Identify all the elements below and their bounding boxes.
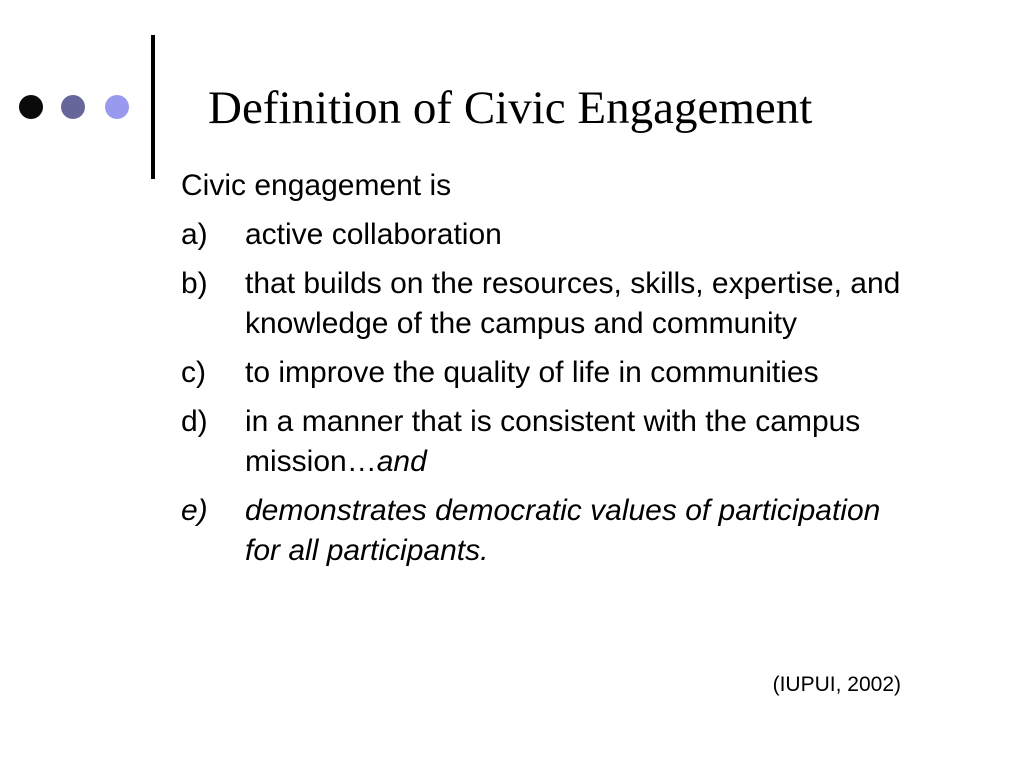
list-item-c <box>181 353 901 393</box>
list-item-text: active collaboration <box>245 218 502 251</box>
list-item-text: demonstrates democratic values of participation for all participants. <box>245 494 881 567</box>
slide-body <box>181 166 901 580</box>
citation: (IUPUI, 2002) <box>772 673 901 696</box>
list-item-emphasis: and <box>376 445 427 478</box>
list-item-text: to improve the quality of life in communities <box>245 356 819 389</box>
decorative-dot-medium <box>61 95 85 119</box>
list-item-text-main: in a manner that is consistent with the campus mission… <box>245 405 861 478</box>
slide-title: Definition of Civic Engagement <box>208 82 813 134</box>
intro-text: Civic engagement is <box>181 169 452 202</box>
list-marker: d) <box>181 405 208 438</box>
decorative-dot-dark <box>19 95 43 119</box>
list-item-e <box>181 491 901 571</box>
title-divider-rule <box>151 35 155 179</box>
list-marker: c) <box>181 356 206 389</box>
list-item-text <box>245 402 901 482</box>
list-item-d <box>181 402 901 482</box>
list-item-b <box>181 264 901 344</box>
list-item-text: that builds on the resources, skills, expertise, and knowledge of the campus and community <box>245 267 901 340</box>
list-marker: a) <box>181 218 208 251</box>
list-item-a <box>181 215 901 255</box>
list-marker: b) <box>181 267 208 300</box>
list-marker: e) <box>181 494 208 527</box>
decorative-dot-light <box>105 95 129 119</box>
